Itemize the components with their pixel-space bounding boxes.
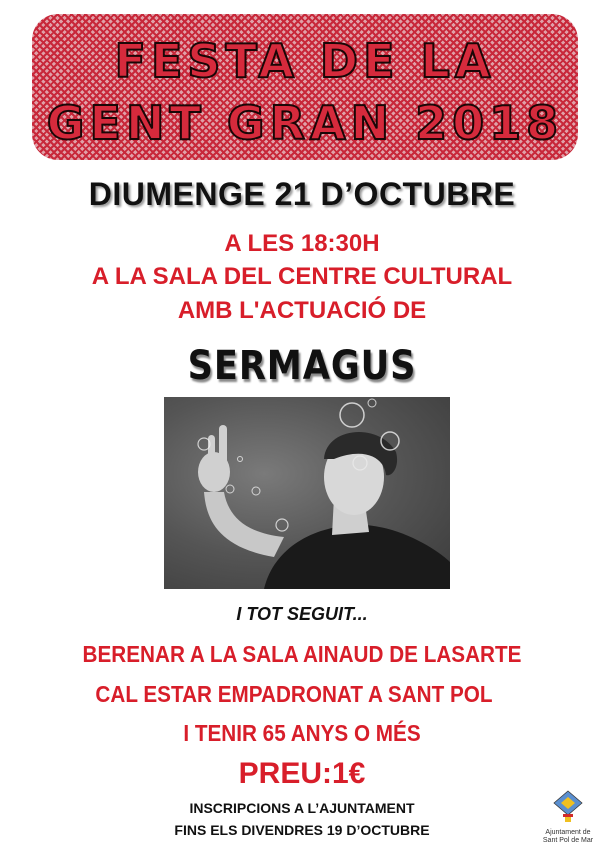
requirement-residency: CAL ESTAR EMPADRONAT A SANT POL [95, 681, 493, 707]
performer-photo [164, 397, 450, 589]
snack-info: BERENAR A LA SALA AINAUD DE LASARTE [82, 641, 522, 667]
price: PREU:1€ [238, 757, 366, 790]
after-intro: I TOT SEGUIT... [236, 604, 368, 624]
registration-line-2: FINS ELS DIVENDRES 19 D’OCTUBRE [174, 822, 430, 838]
event-performance: AMB L'ACTUACIÓ DE [177, 297, 427, 324]
logo-text-line-1: Ajuntament de [545, 829, 591, 836]
coat-of-arms-icon [553, 790, 583, 824]
performer-name: SERMAGUS [187, 343, 417, 389]
requirement-age: I TENIR 65 ANYS O MÉS [183, 720, 421, 746]
title-banner [32, 14, 578, 160]
event-place: A LA SALA DEL CENTRE CULTURAL [91, 263, 513, 290]
banner-title-line-2: GENT GRAN 2018 [46, 96, 564, 150]
logo-text-line-2: Sant Pol de Mar [542, 837, 594, 844]
banner-title-line-1: FESTA DE LA [114, 34, 496, 88]
registration-line-1: INSCRIPCIONS A L’AJUNTAMENT [189, 800, 415, 816]
performer-photo-illustration [164, 397, 450, 589]
town-hall-logo [538, 790, 598, 854]
event-time: A LES 18:30H [224, 230, 380, 257]
event-date: DIUMENGE 21 D’OCTUBRE [88, 176, 516, 212]
